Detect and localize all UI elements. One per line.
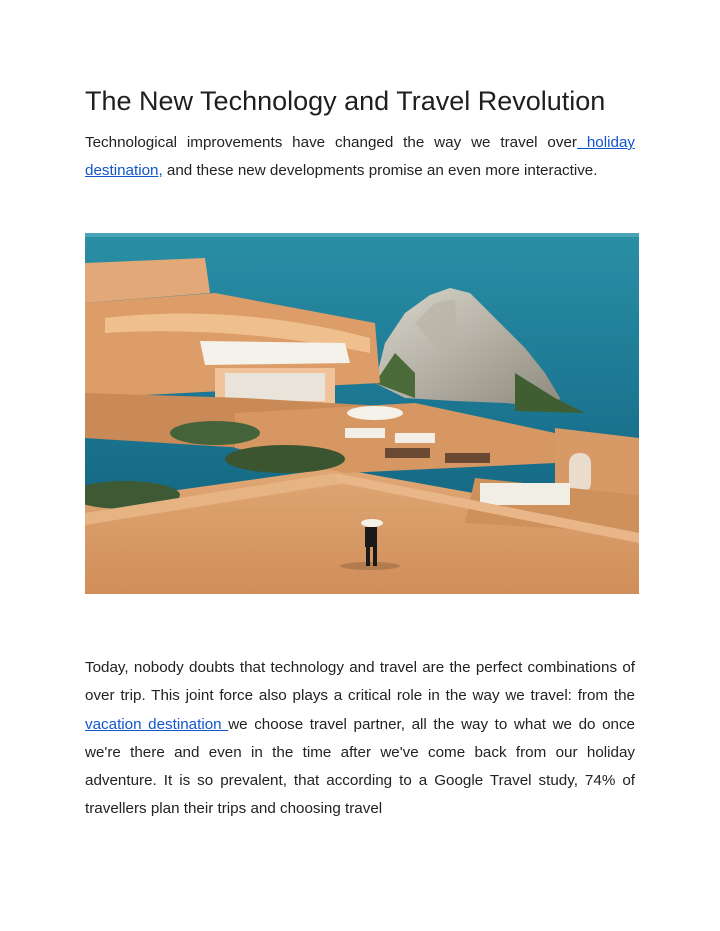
page-title: The New Technology and Travel Revolution (85, 86, 606, 116)
intro-paragraph (85, 129, 635, 186)
body-text-after: we choose travel partner, all the way to what we do once we're there and even in the time after we've come back from our holiday adventure. It is so prevalent, that according to a Google Travel study, 74% of travellers plan their trips and choosing travel (85, 715, 635, 818)
holiday-destination-link[interactable]: holiday destination, (85, 134, 635, 180)
body-paragraph (85, 654, 635, 824)
intro-text-before: Technological improvements have changed the way we travel over (85, 134, 577, 151)
hero-photo (85, 233, 639, 594)
body-text-before: Today, nobody doubts that technology and travel are the perfect combinations of over trip. This joint force also plays a critical role in the way we travel: from the (85, 659, 635, 705)
vacation-destination-link[interactable]: vacation destination (85, 715, 229, 733)
intro-text-after: and these new developments promise an even more interactive. (162, 162, 598, 180)
